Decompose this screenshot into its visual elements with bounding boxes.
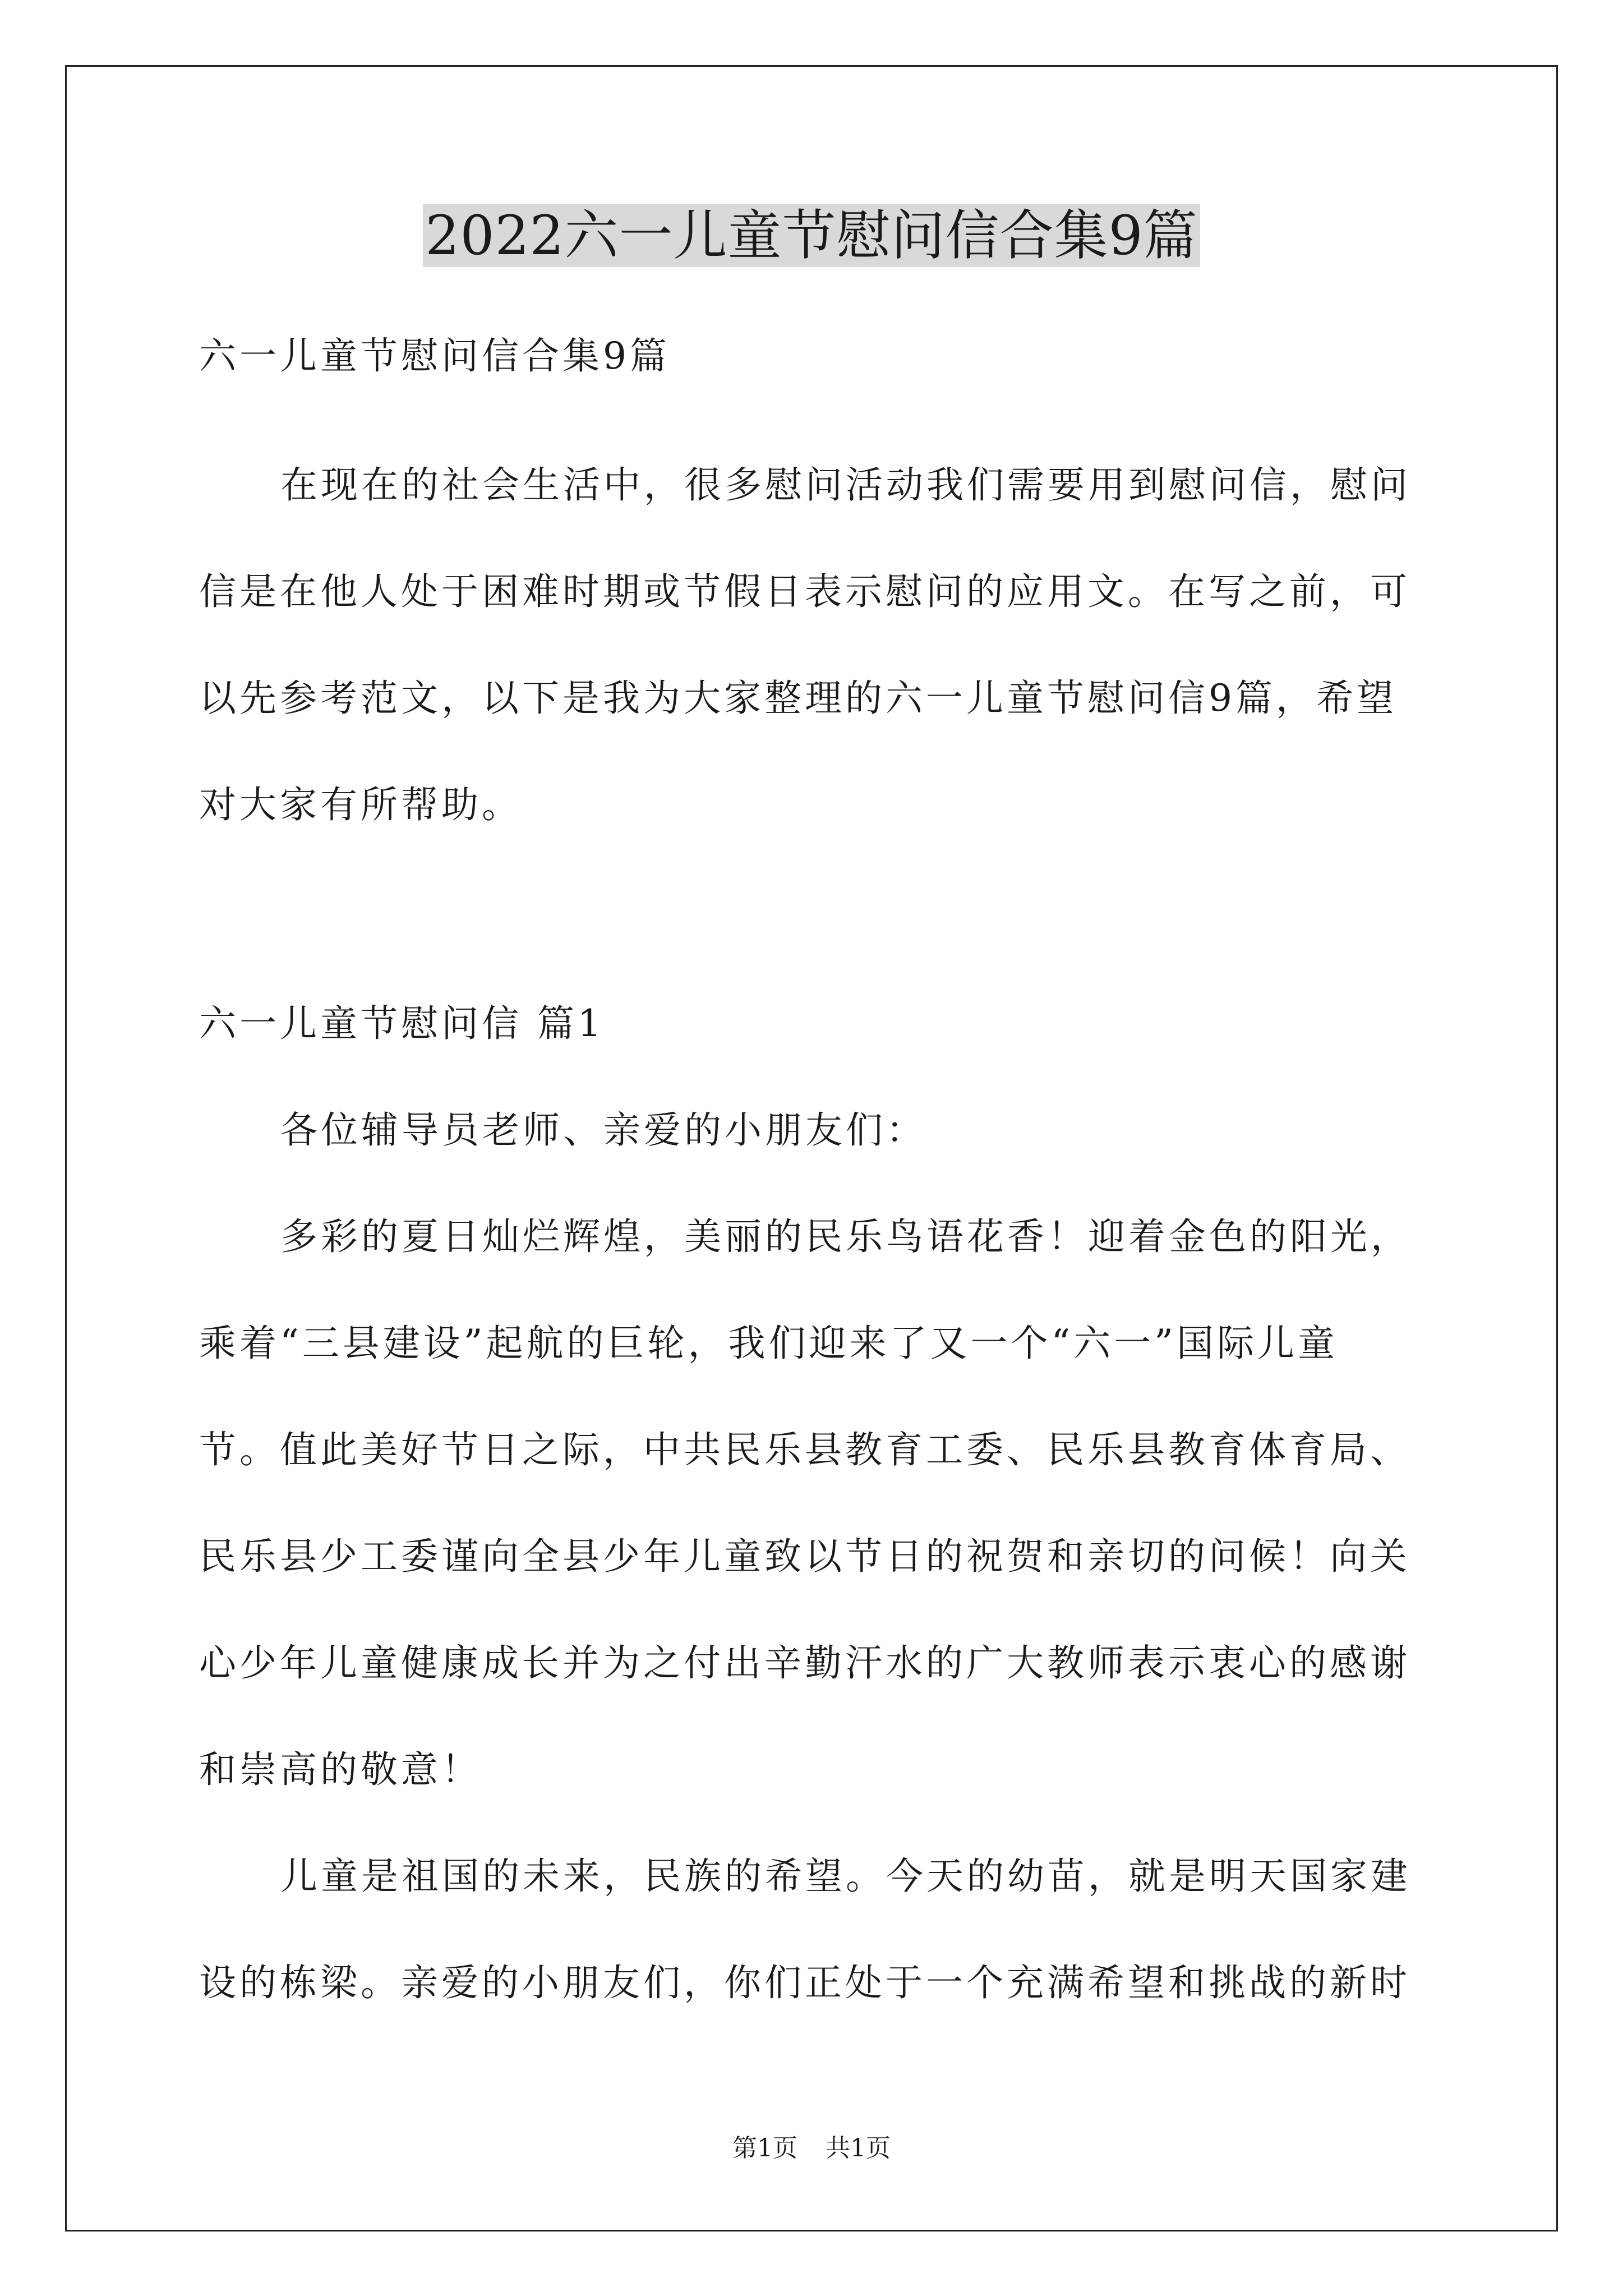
paragraph-line: 多彩的夏日灿烂辉煌，美丽的民乐鸟语花香！迎着金色的阳光，: [280, 1215, 1411, 1258]
section-heading: 六一儿童节慰问信 篇1: [199, 1002, 605, 1045]
document-title: [0, 196, 1623, 275]
page-number: 第1页: [732, 2134, 797, 2162]
subtitle-line: 六一儿童节慰问信合集9篇: [199, 334, 670, 378]
document-title-text: 2022六一儿童节慰问信合集9篇: [423, 204, 1200, 267]
salutation-line: 各位辅导员老师、亲爱的小朋友们：: [280, 1108, 926, 1152]
paragraph-line: 对大家有所帮助。: [199, 783, 522, 826]
page-footer: [0, 2132, 1623, 2165]
paragraph-line: 心少年儿童健康成长并为之付出辛勤汗水的广大教师表示衷心的感谢: [199, 1641, 1410, 1685]
paragraph-line: 节。值此美好节日之际，中共民乐县教育工委、民乐县教育体育局、: [199, 1428, 1410, 1471]
paragraph-line: 儿童是祖国的未来，民族的希望。今天的幼苗，就是明天国家建: [280, 1855, 1411, 1898]
page-total: 共1页: [826, 2134, 891, 2162]
paragraph-line: 和崇高的敬意！: [199, 1748, 482, 1791]
paragraph-line: 民乐县少工委谨向全县少年儿童致以节日的祝贺和亲切的问候！向关: [199, 1535, 1410, 1578]
paragraph-line: 在现在的社会生活中，很多慰问活动我们需要用到慰问信，慰问: [280, 463, 1411, 507]
paragraph-line: 设的栋梁。亲爱的小朋友们，你们正处于一个充满希望和挑战的新时: [199, 1961, 1410, 2004]
paragraph-line: 乘着“三县建设”起航的巨轮，我们迎来了又一个“六一”国际儿童: [199, 1322, 1338, 1365]
paragraph-line: 以先参考范文，以下是我为大家整理的六一儿童节慰问信9篇，希望: [199, 677, 1397, 720]
paragraph-line: 信是在他人处于困难时期或节假日表示慰问的应用文。在写之前，可: [199, 570, 1410, 613]
